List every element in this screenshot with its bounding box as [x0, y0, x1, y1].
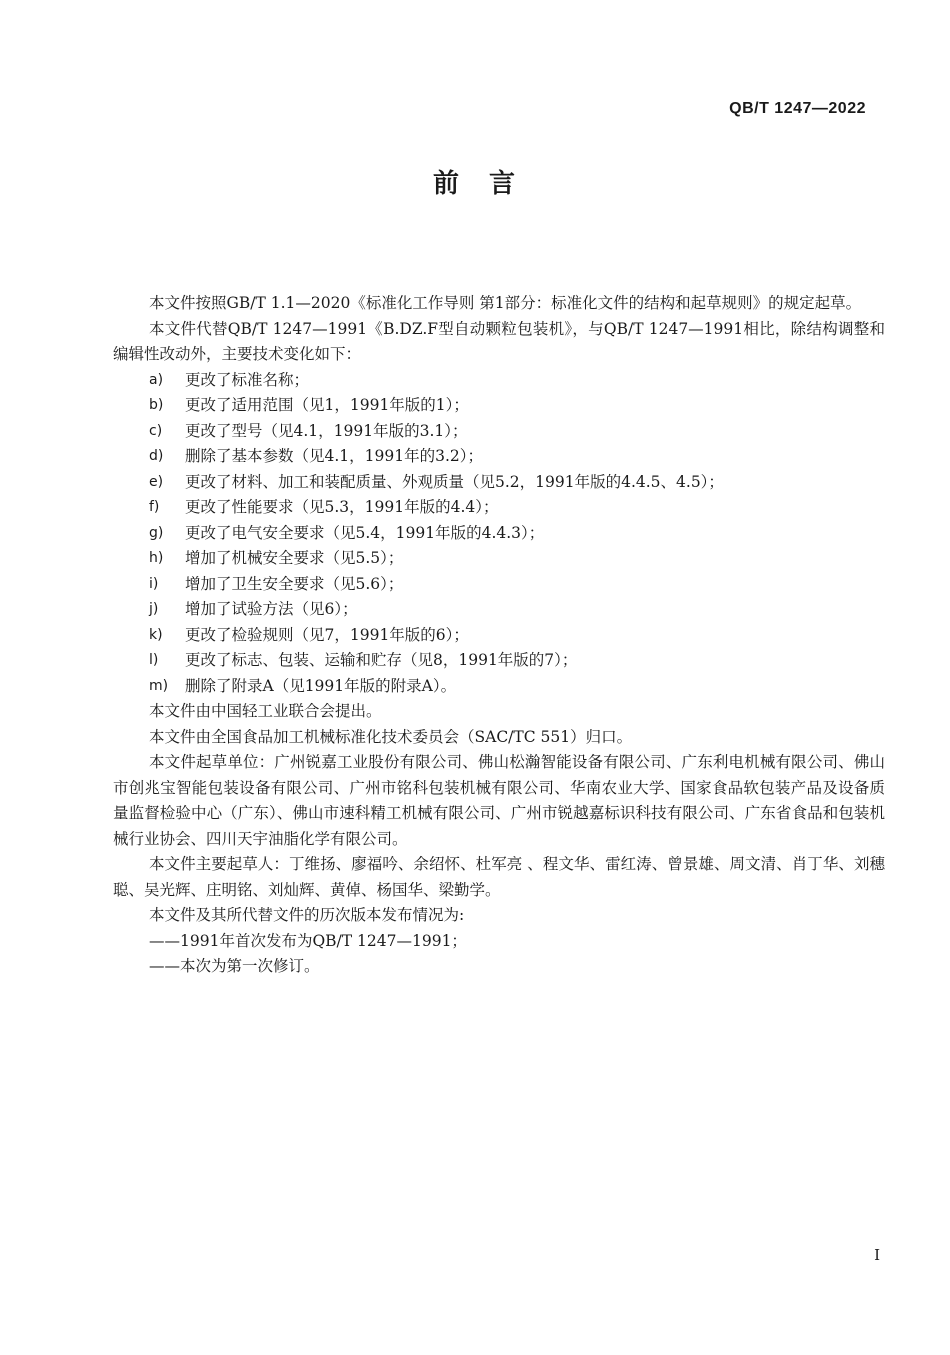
list-item-label: d): [149, 448, 164, 464]
list-item-text: 更改了型号（见4.1，1991年版的3.1）；: [185, 421, 468, 440]
list-item-label: m): [149, 677, 169, 694]
list-item-label: h): [149, 550, 164, 566]
list-item-text: 增加了机械安全要求（见5.5）；: [185, 549, 404, 567]
list-item-label: l): [149, 652, 159, 668]
standard-code: QB/T 1247—2022: [729, 100, 866, 117]
list-item-label: g): [149, 524, 164, 541]
list-item: [149, 495, 885, 521]
centralized-by-paragraph: 本文件由全国食品加工机械标准化技术委员会（SAC/TC 551）归口。: [149, 727, 633, 746]
list-item-text: 更改了电气安全要求（见5.4，1991年版的4.4.3）；: [185, 523, 545, 542]
list-item: [149, 368, 885, 394]
list-item-text: 删除了附录A（见1991年版的附录A）。: [185, 676, 457, 695]
list-item: [149, 393, 885, 419]
history-intro-paragraph: 本文件及其所代替文件的历次版本发布情况为:: [149, 906, 465, 924]
document-body: [113, 291, 885, 980]
list-item-label: a): [149, 371, 164, 388]
intro-paragraph-1: 本文件按照GB/T 1.1—2020《标准化工作导则 第1部分：标准化文件的结构和起草规则》的规定起草。: [149, 294, 862, 312]
list-item: [149, 572, 885, 598]
list-item: [149, 419, 885, 445]
list-item-label: k): [149, 626, 163, 643]
list-item-label: c): [149, 422, 163, 439]
list-item: [149, 648, 885, 674]
list-item: [149, 546, 885, 572]
list-item-label: f): [149, 499, 160, 515]
list-item: [149, 674, 885, 700]
list-item: [149, 597, 885, 623]
list-item: [149, 623, 885, 649]
list-item-label: e): [149, 473, 164, 490]
list-item-label: i): [149, 575, 159, 592]
list-item-text: 更改了适用范围（见1，1991年版的1）；: [185, 396, 469, 414]
list-item-text: 更改了标志、包装、运输和贮存（见8，1991年版的7）；: [185, 651, 578, 669]
list-item-label: b): [149, 397, 164, 413]
page-title: 前 言: [432, 169, 517, 199]
list-item-text: 更改了材料、加工和装配质量、外观质量（见5.2，1991年版的4.4.5、4.5）；: [185, 472, 724, 491]
list-item-text: 更改了标准名称；: [185, 370, 310, 389]
list-item-text: 增加了卫生安全要求（见5.6）；: [185, 574, 404, 593]
list-item: [149, 521, 885, 547]
list-item-text: 删除了基本参数（见4.1，1991年的3.2）；: [185, 447, 483, 465]
drafters-paragraph: 本文件主要起草人：丁维扬、廖福吟、余绍怀、杜军亮 、程文华、雷红涛、曾景雄、周文清、肖丁华、刘穗聪、吴光辉、庄明铭、刘灿辉、黄倬、杨国华、梁勤学。: [113, 855, 885, 899]
drafting-units-paragraph: 本文件起草单位：广州锐嘉工业股份有限公司、佛山松瀚智能设备有限公司、广东利电机械有限公司、佛山市创兆宝智能包装设备有限公司、广州市铭科包装机械有限公司、华南农业大学、国家食品软包装产品及设备质量监督检验中心（广东）、佛山市速科精工机械有限公司、广州市锐越嘉标识科技有限公司、广东省食品和包装机械行业协会、四川天宇油脂化学有限公司。: [113, 753, 885, 848]
history-item: ——1991年首次发布为QB/T 1247—1991；: [149, 931, 467, 950]
page-number: I: [874, 1246, 880, 1264]
list-item-text: 更改了性能要求（见5.3，1991年版的4.4）；: [185, 498, 499, 516]
list-item: [149, 444, 885, 470]
list-item-label: j): [149, 601, 159, 617]
list-item-text: 更改了检验规则（见7，1991年版的6）；: [185, 625, 469, 644]
list-item-text: 增加了试验方法（见6）；: [185, 600, 358, 618]
changes-list: [113, 368, 885, 700]
intro-paragraph-2: 本文件代替QB/T 1247—1991《B.DZ.F型自动颗粒包装机》，与QB/T 1247—1991相比，除结构调整和编辑性改动外，主要技术变化如下：: [113, 319, 885, 363]
list-item: [149, 470, 885, 496]
proposed-by-paragraph: 本文件由中国轻工业联合会提出。: [149, 702, 382, 720]
history-item: ——本次为第一次修订。: [149, 957, 320, 975]
